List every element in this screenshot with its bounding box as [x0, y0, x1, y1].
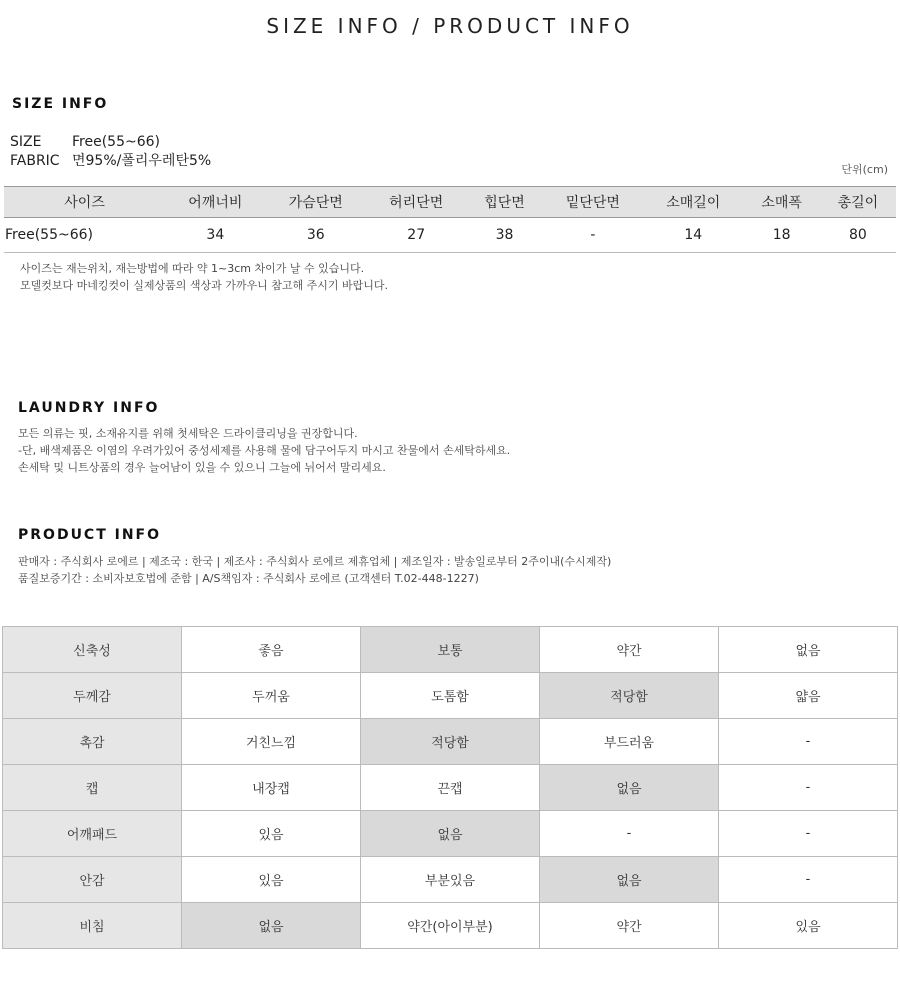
laundry-line: 모든 의류는 핏, 소재유지를 위해 첫세탁은 드라이클리닝을 권장합니다.	[18, 427, 358, 440]
size-column-header: 가슴단면	[266, 187, 366, 218]
size-note: 모델컷보다 마네킹컷이 실제상품의 색상과 가까우니 참고해 주시기 바랍니다.	[20, 279, 389, 292]
size-column-header: 소매길이	[643, 187, 743, 218]
property-option: 약간	[540, 627, 719, 673]
laundry-line: -단, 배색제품은 이염의 우려가있어 중성세제를 사용해 물에 담구어두지 마시고 찬물에서 손세탁하세요.	[18, 444, 511, 457]
size-cell: 14	[643, 218, 743, 253]
property-option: 두꺼움	[182, 673, 361, 719]
unit-label: 단위(cm)	[841, 163, 888, 176]
property-row	[3, 903, 898, 949]
fabric-value: 면95%/폴리우레탄5%	[72, 153, 212, 169]
laundry-lines	[18, 425, 510, 476]
page-title: SIZE INFO / PRODUCT INFO	[266, 14, 634, 38]
property-table-body	[3, 627, 898, 949]
property-table	[2, 626, 898, 949]
size-note: 사이즈는 재는위치, 재는방법에 따라 약 1~3cm 차이가 날 수 있습니다.	[20, 262, 365, 275]
property-option: -	[719, 719, 898, 765]
property-name: 어깨패드	[3, 811, 182, 857]
property-option: 끈캡	[361, 765, 540, 811]
property-option: 거친느낌	[182, 719, 361, 765]
size-cell: 36	[266, 218, 366, 253]
property-option-selected: 적당함	[361, 719, 540, 765]
property-option: 약간(아이부분)	[361, 903, 540, 949]
property-option: 얇음	[719, 673, 898, 719]
property-option: -	[540, 811, 719, 857]
size-cell: 18	[744, 218, 820, 253]
property-name: 두께감	[3, 673, 182, 719]
property-option: 약간	[540, 903, 719, 949]
property-option: 있음	[182, 857, 361, 903]
size-column-header: 어깨너비	[165, 187, 265, 218]
size-column-header: 밑단단면	[543, 187, 643, 218]
size-column-header: 힙단면	[466, 187, 542, 218]
size-cell: 27	[366, 218, 466, 253]
property-name: 비침	[3, 903, 182, 949]
size-cell: -	[543, 218, 643, 253]
property-row	[3, 857, 898, 903]
size-column-header: 총길이	[820, 187, 896, 218]
property-row	[3, 673, 898, 719]
size-column-header: 소매폭	[744, 187, 820, 218]
property-option: -	[719, 811, 898, 857]
property-option-selected: 없음	[182, 903, 361, 949]
size-column-header: 사이즈	[4, 187, 165, 218]
size-column-header: 허리단면	[366, 187, 466, 218]
property-option: -	[719, 857, 898, 903]
property-option-selected: 없음	[540, 765, 719, 811]
size-label: SIZE	[10, 134, 42, 150]
product-line: 품질보증기간 : 소비자보호법에 준함 | A/S책임자 : 주식회사 로에르 (고객센터 T.02-448-1227)	[18, 572, 479, 585]
property-option-selected: 없음	[361, 811, 540, 857]
property-option: 부분있음	[361, 857, 540, 903]
size-cell: 34	[165, 218, 265, 253]
property-row	[3, 627, 898, 673]
size-info-heading: SIZE INFO	[12, 96, 109, 112]
size-table-header	[4, 187, 896, 218]
property-option-selected: 적당함	[540, 673, 719, 719]
table-row	[4, 218, 896, 253]
property-option-selected: 보통	[361, 627, 540, 673]
property-option: 있음	[719, 903, 898, 949]
product-line: 판매자 : 주식회사 로에르 | 제조국 : 한국 | 제조사 : 주식회사 로에르 제휴업체 | 제조일자 : 발송일로부터 2주이내(수시제작)	[18, 555, 612, 568]
fabric-row	[10, 150, 211, 170]
product-lines	[18, 553, 611, 587]
size-row	[10, 134, 160, 150]
property-option: -	[719, 765, 898, 811]
property-name: 캡	[3, 765, 182, 811]
property-option: 있음	[182, 811, 361, 857]
property-option: 도톰함	[361, 673, 540, 719]
property-option: 부드러움	[540, 719, 719, 765]
property-option: 내장캡	[182, 765, 361, 811]
laundry-info-heading: LAUNDRY INFO	[18, 400, 160, 416]
size-cell: 38	[466, 218, 542, 253]
fabric-label: FABRIC	[10, 153, 60, 169]
property-option: 좋음	[182, 627, 361, 673]
property-name: 촉감	[3, 719, 182, 765]
property-name: 안감	[3, 857, 182, 903]
property-row	[3, 811, 898, 857]
property-option: 없음	[719, 627, 898, 673]
size-cell: Free(55~66)	[4, 218, 165, 253]
property-row	[3, 765, 898, 811]
property-row	[3, 719, 898, 765]
size-table	[4, 186, 896, 253]
laundry-line: 손세탁 및 니트상품의 경우 늘어남이 있을 수 있으니 그늘에 뉘어서 말리세요.	[18, 461, 386, 474]
size-cell: 80	[820, 218, 896, 253]
size-value: Free(55~66)	[72, 134, 160, 150]
property-option-selected: 없음	[540, 857, 719, 903]
size-table-body	[4, 218, 896, 253]
product-info-heading: PRODUCT INFO	[18, 527, 162, 543]
size-notes	[20, 260, 388, 294]
property-name: 신축성	[3, 627, 182, 673]
